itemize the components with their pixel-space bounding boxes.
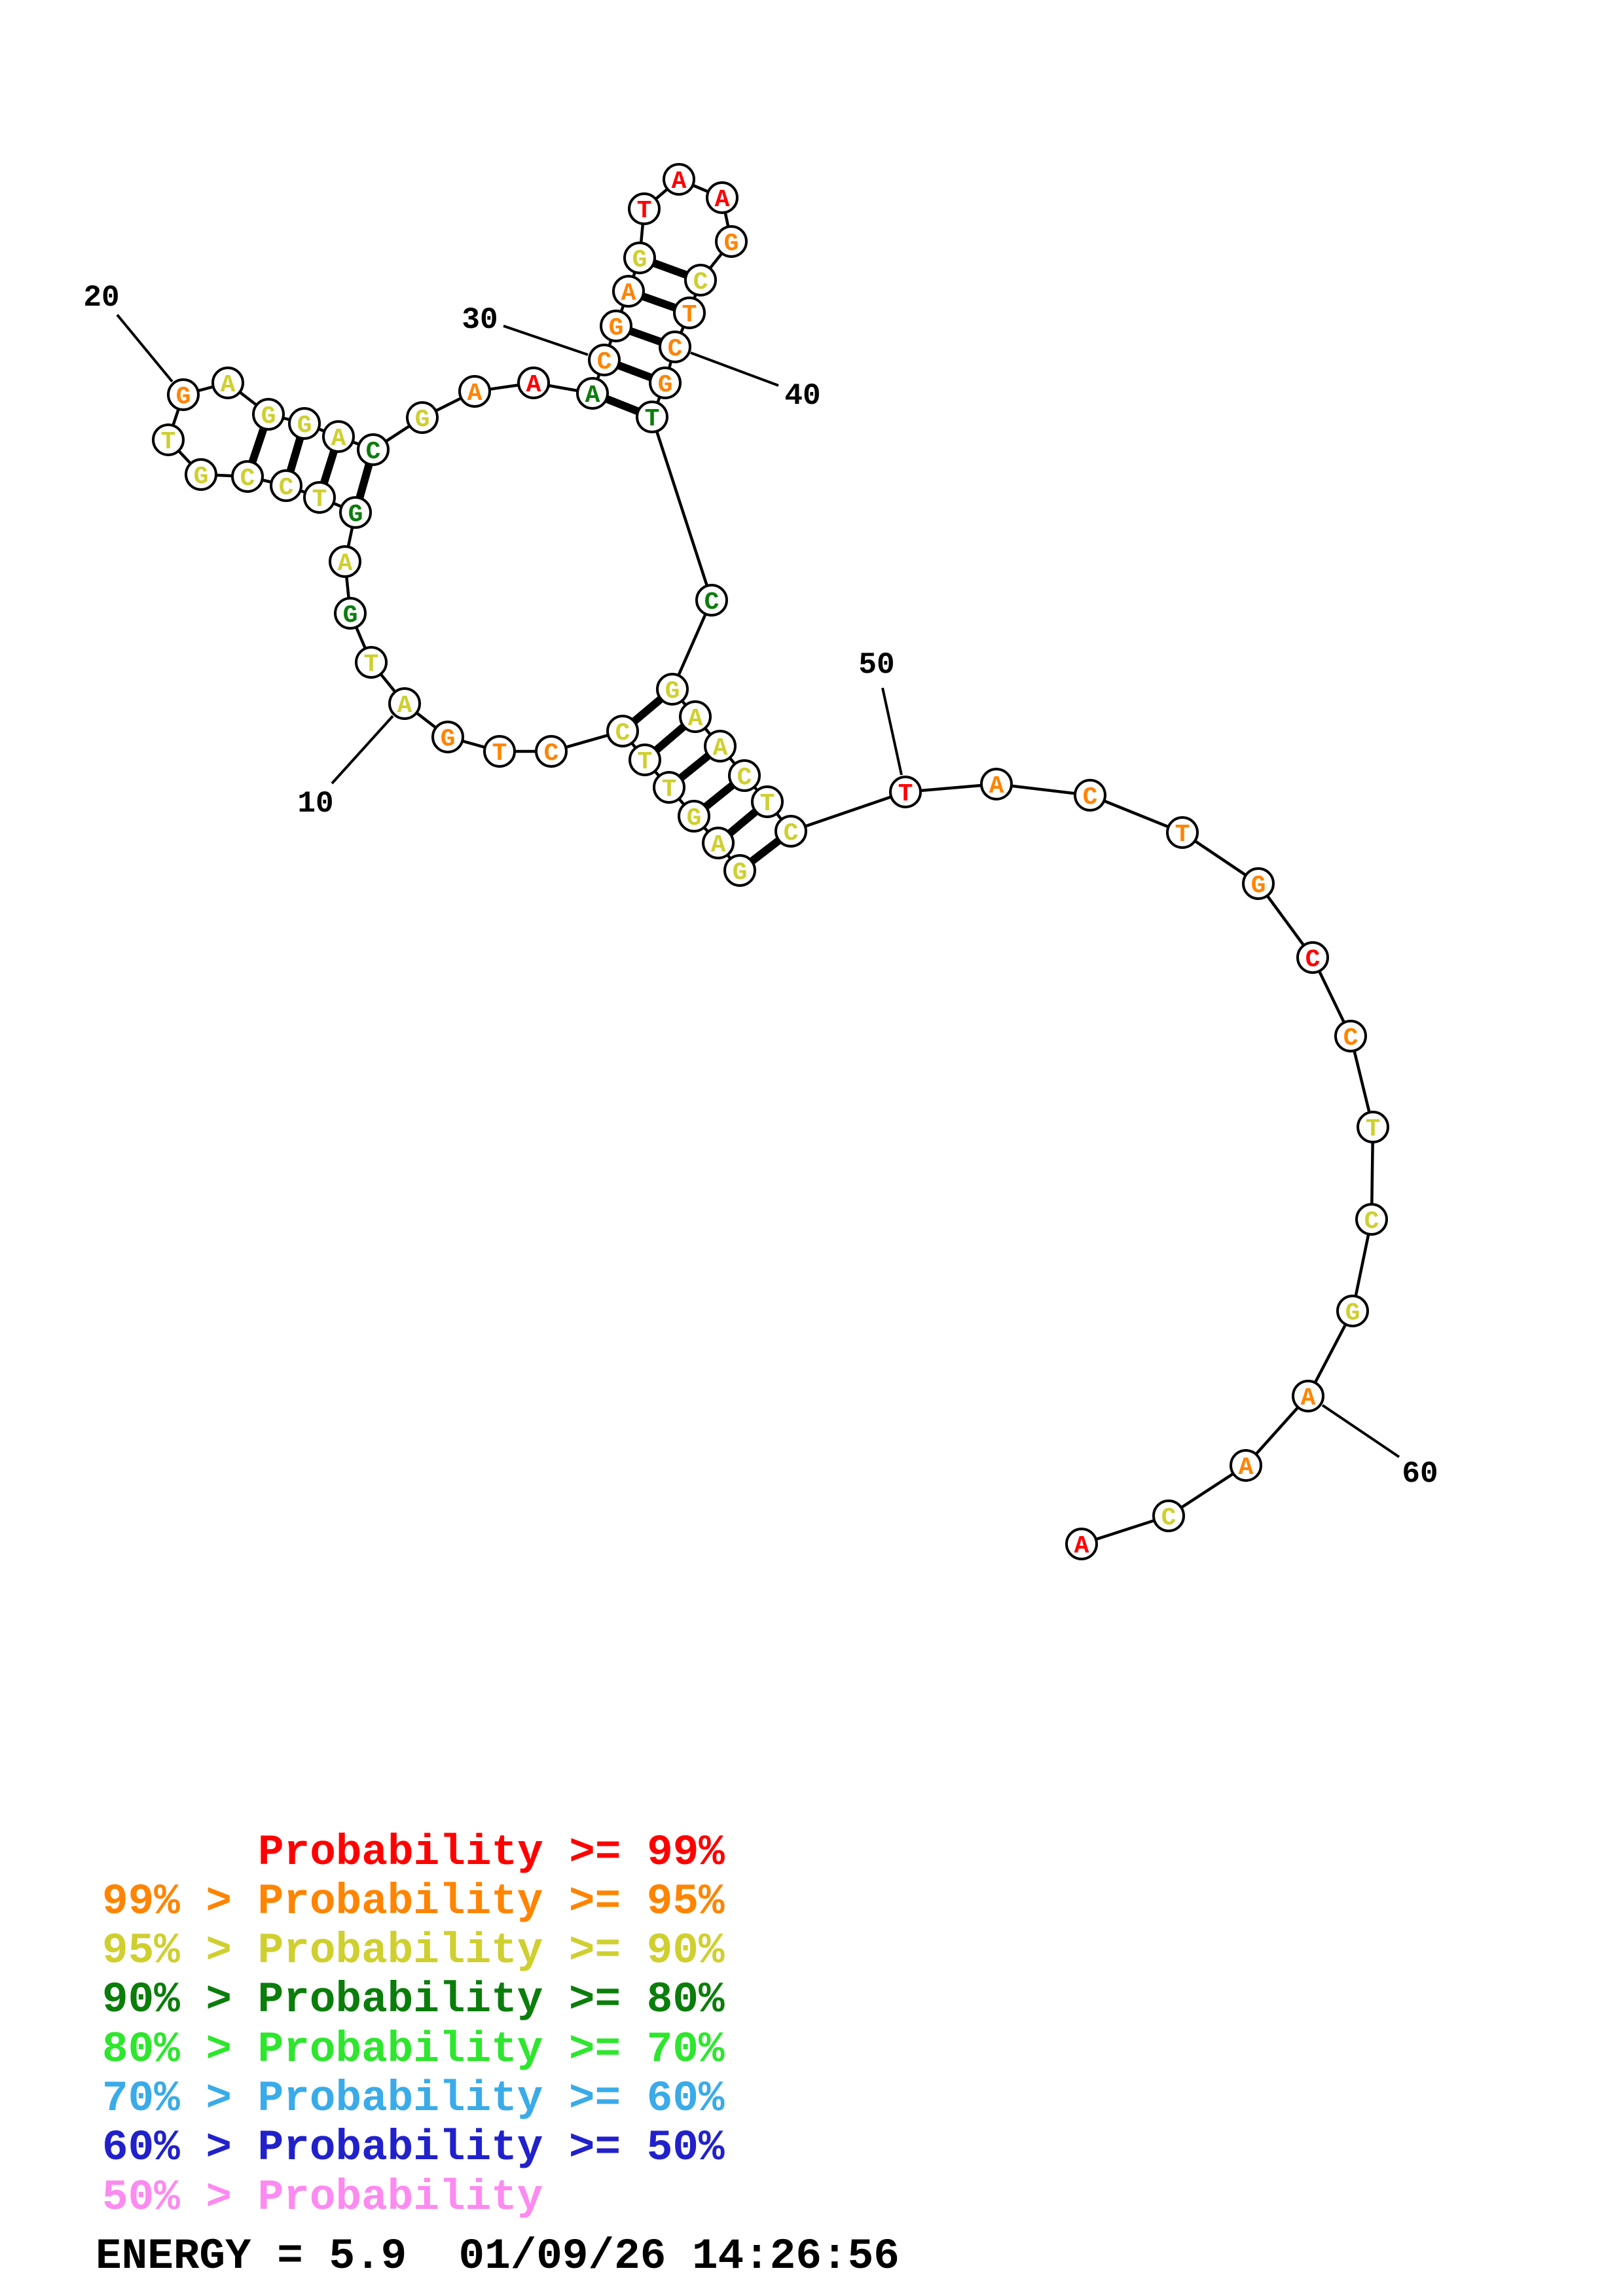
- nucleotide-letter: T: [759, 790, 775, 818]
- nucleotide-letter: A: [585, 382, 600, 410]
- label-leader-line: [1322, 1405, 1399, 1457]
- nucleotide-letter: C: [1364, 1208, 1379, 1236]
- nucleotide-letter: G: [261, 403, 276, 431]
- nucleotide-letter: C: [240, 465, 255, 493]
- nucleotide-letter: A: [467, 380, 483, 408]
- nucleotide-letter: T: [636, 197, 652, 225]
- nucleotide-letter: G: [348, 501, 363, 529]
- nucleotide-letter: G: [414, 406, 430, 434]
- nucleotide-letter: G: [440, 725, 456, 753]
- label-leader-line: [691, 353, 778, 386]
- nucleotide-letter: G: [632, 246, 647, 274]
- nucleotide-letter: G: [608, 314, 624, 342]
- position-label: 60: [1402, 1457, 1438, 1491]
- nucleotide-letter: T: [363, 651, 379, 679]
- nucleotide-letter: A: [220, 371, 236, 399]
- nucleotide-letter: A: [671, 168, 687, 196]
- position-label: 30: [462, 303, 498, 337]
- nucleotide-letter: G: [297, 412, 312, 440]
- nucleotide-letter: T: [898, 780, 913, 808]
- nucleotide-letter: G: [342, 601, 358, 630]
- backbone-line: [652, 417, 712, 600]
- nucleotide-letter: C: [693, 268, 708, 296]
- nucleotide-letter: A: [989, 772, 1004, 800]
- nucleotide-letter: C: [704, 588, 720, 617]
- legend-line: 50% > Probability: [102, 2173, 543, 2222]
- position-label: 20: [83, 281, 120, 315]
- nucleotide-letter: C: [1082, 783, 1098, 812]
- nucleotide-letter: G: [657, 371, 673, 399]
- nucleotide-letter: C: [615, 719, 630, 747]
- nucleotide-letter: T: [644, 405, 660, 433]
- nucleotide-letter: C: [365, 438, 381, 466]
- label-leader-line: [332, 716, 393, 783]
- position-label: 40: [784, 379, 821, 413]
- nucleotide-letter: A: [712, 734, 728, 762]
- nucleotide-letter: A: [526, 371, 541, 399]
- nucleotide-letter: A: [1074, 1532, 1089, 1560]
- nucleotide-layer: [153, 164, 1388, 1560]
- nucleotide-letter: C: [596, 348, 612, 376]
- nucleotide-letter: T: [682, 301, 697, 329]
- nucleotide-letter: A: [687, 705, 703, 733]
- nucleotide-letter: C: [278, 474, 294, 502]
- energy-line: ENERGY = 5.9 01/09/26 14:26:56: [96, 2232, 900, 2281]
- nucleotide-letter: A: [710, 831, 726, 859]
- nucleotide-letter: T: [1365, 1115, 1381, 1143]
- nucleotide-letter: A: [397, 692, 412, 720]
- nucleotide-letter: C: [667, 335, 683, 363]
- nucleotide-letter: A: [331, 425, 346, 453]
- legend-line: Probability >= 99%: [258, 1828, 725, 1877]
- nucleotide-letter: G: [1345, 1299, 1360, 1327]
- legend-line: 60% > Probability >= 50%: [102, 2123, 725, 2172]
- position-label: 10: [297, 787, 334, 821]
- nucleotide-letter: A: [714, 186, 730, 214]
- nucleotide-letter: G: [665, 677, 680, 706]
- position-label: 50: [858, 648, 895, 682]
- legend-line: 95% > Probability >= 90%: [102, 1926, 725, 1975]
- backbone-line: [791, 792, 905, 831]
- nucleotide-letter: C: [543, 740, 559, 768]
- nucleotide-letter: T: [492, 740, 507, 768]
- nucleotide-letter: G: [175, 383, 191, 411]
- legend-line: 99% > Probability >= 95%: [102, 1877, 725, 1926]
- nucleotide-letter: A: [621, 279, 636, 308]
- backbone-layer: [168, 179, 1373, 1544]
- nucleotide-letter: T: [637, 748, 653, 776]
- nucleotide-letter: T: [160, 428, 176, 456]
- nucleotide-letter: T: [661, 776, 677, 804]
- nucleotide-letter: A: [337, 550, 353, 578]
- legend-line: 90% > Probability >= 80%: [102, 1975, 725, 2024]
- nucleotide-letter: C: [1305, 946, 1321, 974]
- position-label-layer: [83, 281, 1438, 1491]
- nucleotide-letter: G: [1250, 872, 1266, 900]
- nucleotide-letter: G: [732, 859, 748, 887]
- nucleotide-letter: T: [1175, 821, 1190, 849]
- label-leader-line: [117, 315, 172, 382]
- legend-line: 80% > Probability >= 70%: [102, 2025, 725, 2074]
- nucleotide-letter: C: [1161, 1504, 1176, 1532]
- nucleotide-letter: C: [1343, 1024, 1359, 1052]
- nucleotide-letter: A: [1238, 1454, 1254, 1482]
- nucleotide-letter: G: [193, 463, 209, 491]
- nucleotide-letter: T: [312, 486, 327, 514]
- nucleotide-letter: C: [737, 764, 752, 792]
- nucleotide-letter: G: [686, 804, 702, 833]
- label-leader-line: [883, 688, 902, 775]
- nucleotide-letter: A: [1300, 1384, 1316, 1412]
- nucleotide-letter: C: [783, 819, 799, 848]
- label-leader-line: [503, 326, 588, 355]
- nucleotide-letter: G: [723, 230, 739, 258]
- legend-line: 70% > Probability >= 60%: [102, 2074, 725, 2123]
